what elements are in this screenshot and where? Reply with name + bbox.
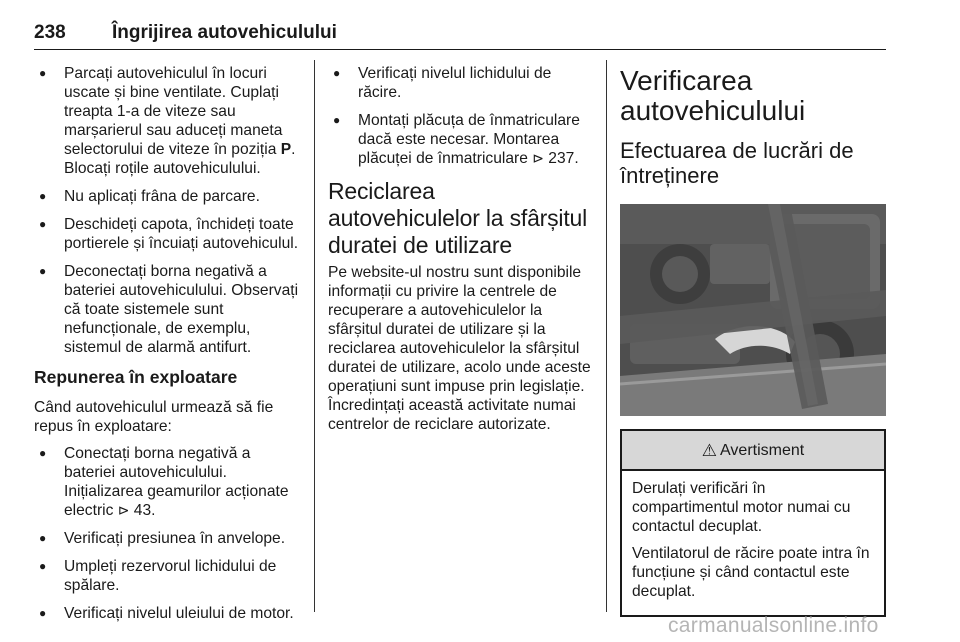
- list-item: ● Verificați nivelul lichidului de răcire.: [328, 64, 592, 102]
- list-item: ● Conectați borna negativă a bateriei autovehiculului. Inițializarea geamurilor acționate electric ⊳ 43.: [34, 444, 300, 520]
- page-reference-icon: ⊳: [532, 150, 544, 166]
- column-divider: [606, 60, 607, 612]
- warning-header: [622, 431, 884, 471]
- page-number: 238: [34, 22, 66, 43]
- list-item: ● Umpleți rezervorul lichidului de spălare.: [34, 557, 300, 595]
- section-title-recycling: Reciclarea autovehiculelor la sfârșitul duratei de utilizare: [328, 178, 588, 258]
- list-item: ● Nu aplicați frâna de parcare.: [34, 187, 300, 206]
- list-item: ● Deschideți capota, închideți toate portierele și încuiați autovehiculul.: [34, 215, 300, 253]
- list-item: ● Verificați nivelul uleiului de motor.: [34, 604, 300, 623]
- intro-text: Când autovehiculul urmează să fie repus în exploatare:: [34, 399, 274, 435]
- list-item: ● Deconectați borna negativă a bateriei autovehiculului. Observați că toate sistemele sunt nefuncționale, de exemplu, sistemul de alarmă antifurt.: [34, 262, 300, 357]
- column-right: [620, 64, 886, 617]
- page-reference-icon: ⊳: [117, 502, 130, 518]
- list-item: ● Parcați autovehiculul în locuri uscate și bine ventilate. Cuplați treapta 1-a de viteze sau marșarierul sau aduceți maneta selectorului de viteze în poziția P. Blocați roțile autovehiculului.: [34, 64, 300, 178]
- warning-title: Avertisment: [720, 441, 805, 459]
- column-divider: [314, 60, 315, 612]
- engine-bay-crossed-icon: [620, 204, 886, 416]
- page-header: [34, 22, 886, 50]
- column-left: [34, 64, 300, 632]
- list-item: ● Verificați presiunea în anvelope.: [34, 529, 300, 548]
- warning-paragraph: Ventilatorul de răcire poate intra în funcțiune și când contactul este decuplat.: [632, 545, 870, 600]
- engine-bay-illustration: [620, 204, 886, 416]
- column-middle: [328, 64, 592, 442]
- recommissioning-steps-list: [34, 444, 300, 623]
- chapter-title: Îngrijirea autovehiculului: [112, 22, 337, 43]
- recycling-paragraph: Pe website-ul nostru sunt disponibile informații cu privire la centrele de recuperare a autovehiculelor la sfârșitul duratei de utilizare și la reciclarea autovehiculelor la sfârșitul duratei de utilizare, acolo unde aceste operațiuni sunt impuse prin legislație. Încredințați această activitate numai centrelor de reciclare autorizate.: [328, 264, 591, 433]
- continued-steps-list: [328, 64, 592, 168]
- storage-steps-list: [34, 64, 300, 357]
- subheading-recommissioning: Repunerea în exploatare: [34, 367, 238, 387]
- warning-paragraph: Derulați verificări în compartimentul motor numai cu contactul decuplat.: [632, 480, 851, 535]
- section-title-vehicle-check: Verificarea autovehiculului: [620, 65, 806, 126]
- warning-box: [620, 429, 886, 617]
- watermark: carmanualsonline.info: [668, 614, 879, 637]
- warning-body: [622, 471, 884, 615]
- selector-position-p: P: [280, 141, 292, 158]
- list-item: ● Montați plăcuța de înmatriculare dacă este necesar. Montarea plăcuței de înmatriculare ⊳ 237.: [328, 111, 592, 168]
- subsection-title-maintenance: Efectuarea de lucrări de întreținere: [620, 138, 854, 188]
- warning-triangle-icon: ⚠: [701, 440, 718, 460]
